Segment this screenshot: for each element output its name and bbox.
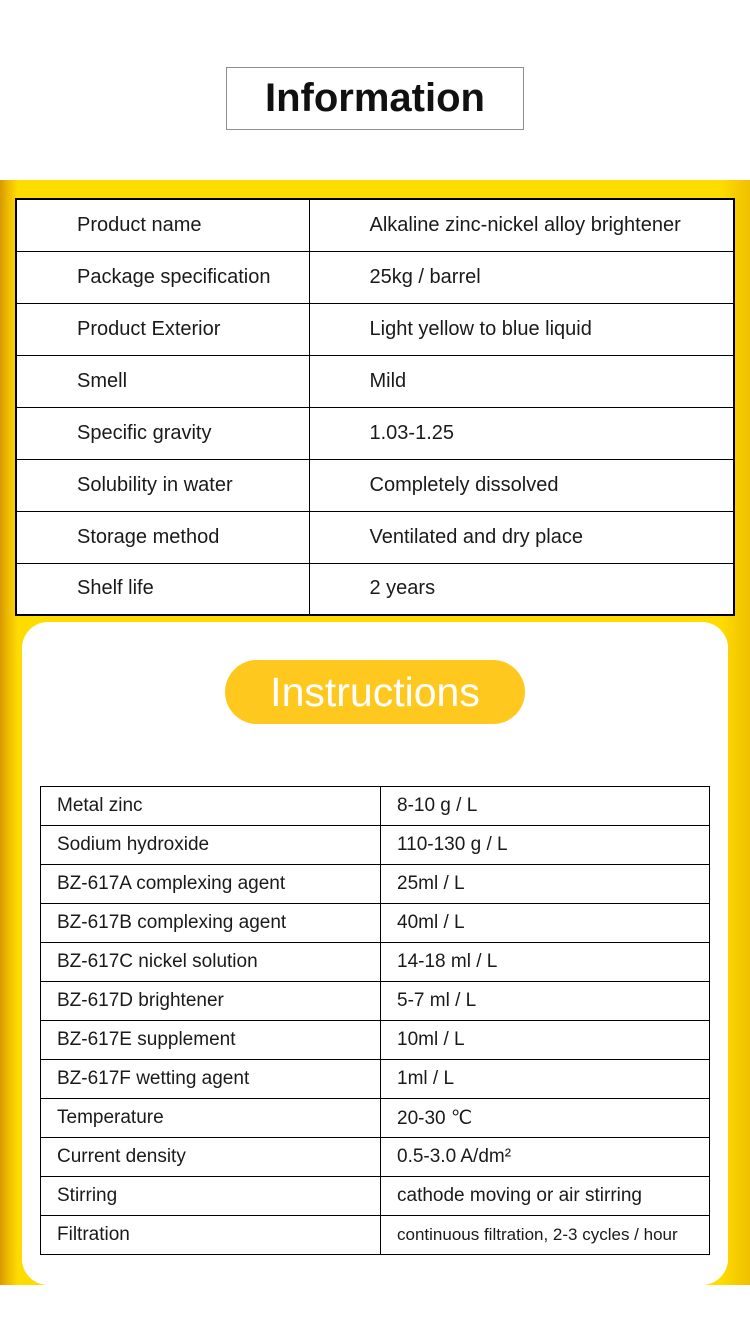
instruction-label-cell: BZ-617F wetting agent bbox=[41, 1060, 381, 1099]
yellow-background-section bbox=[0, 180, 750, 1285]
instruction-value-cell: 8-10 g / L bbox=[381, 787, 710, 826]
instruction-label-cell: Filtration bbox=[41, 1216, 381, 1255]
table-row bbox=[16, 459, 734, 511]
product-label-cell: Product name bbox=[16, 199, 309, 251]
table-row bbox=[16, 407, 734, 459]
instruction-label-cell: BZ-617A complexing agent bbox=[41, 865, 381, 904]
product-value-cell: Ventilated and dry place bbox=[309, 511, 734, 563]
instruction-value-cell: 110-130 g / L bbox=[381, 826, 710, 865]
table-row bbox=[16, 355, 734, 407]
instructions-title: Instructions bbox=[270, 668, 480, 715]
instruction-label-cell: Stirring bbox=[41, 1177, 381, 1216]
instruction-value-cell: 5-7 ml / L bbox=[381, 982, 710, 1021]
instructions-table bbox=[40, 786, 710, 1255]
instruction-label-cell: BZ-617C nickel solution bbox=[41, 943, 381, 982]
instruction-value-cell: 10ml / L bbox=[381, 1021, 710, 1060]
table-row bbox=[41, 1099, 710, 1138]
table-row bbox=[41, 982, 710, 1021]
product-label-cell: Solubility in water bbox=[16, 459, 309, 511]
table-row bbox=[41, 865, 710, 904]
product-value-cell: 1.03-1.25 bbox=[309, 407, 734, 459]
instruction-value-cell: 14-18 ml / L bbox=[381, 943, 710, 982]
product-spec-table bbox=[15, 198, 735, 616]
product-value-cell: Mild bbox=[309, 355, 734, 407]
table-row bbox=[41, 1060, 710, 1099]
instruction-value-cell: cathode moving or air stirring bbox=[381, 1177, 710, 1216]
table-row bbox=[41, 826, 710, 865]
instruction-label-cell: Sodium hydroxide bbox=[41, 826, 381, 865]
product-value-cell: 2 years bbox=[309, 563, 734, 615]
product-label-cell: Storage method bbox=[16, 511, 309, 563]
product-label-cell: Shelf life bbox=[16, 563, 309, 615]
product-label-cell: Smell bbox=[16, 355, 309, 407]
instruction-value-cell: 40ml / L bbox=[381, 904, 710, 943]
instruction-value-cell: continuous filtration, 2-3 cycles / hour bbox=[381, 1216, 710, 1255]
instruction-value-cell: 0.5-3.0 A/dm² bbox=[381, 1138, 710, 1177]
table-row bbox=[41, 1177, 710, 1216]
table-row bbox=[16, 303, 734, 355]
information-title: Information bbox=[265, 76, 485, 120]
table-row bbox=[16, 563, 734, 615]
instruction-label-cell: Metal zinc bbox=[41, 787, 381, 826]
table-row bbox=[41, 1138, 710, 1177]
table-row bbox=[16, 251, 734, 303]
table-row bbox=[16, 199, 734, 251]
instruction-label-cell: Current density bbox=[41, 1138, 381, 1177]
instruction-value-cell: 25ml / L bbox=[381, 865, 710, 904]
instruction-value-cell: 20-30 ℃ bbox=[381, 1099, 710, 1138]
table-row bbox=[16, 511, 734, 563]
table-row bbox=[41, 1021, 710, 1060]
table-row bbox=[41, 787, 710, 826]
table-row bbox=[41, 1216, 710, 1255]
product-value-cell: Completely dissolved bbox=[309, 459, 734, 511]
product-value-cell: Alkaline zinc-nickel alloy brightener bbox=[309, 199, 734, 251]
information-header-box bbox=[226, 67, 524, 130]
instruction-value-cell: 1ml / L bbox=[381, 1060, 710, 1099]
instructions-title-pill bbox=[225, 660, 525, 724]
product-value-cell: Light yellow to blue liquid bbox=[309, 303, 734, 355]
table-row bbox=[41, 943, 710, 982]
product-value-cell: 25kg / barrel bbox=[309, 251, 734, 303]
instruction-label-cell: BZ-617D brightener bbox=[41, 982, 381, 1021]
instruction-label-cell: BZ-617E supplement bbox=[41, 1021, 381, 1060]
product-label-cell: Package specification bbox=[16, 251, 309, 303]
product-label-cell: Specific gravity bbox=[16, 407, 309, 459]
instructions-card bbox=[22, 622, 728, 1285]
product-label-cell: Product Exterior bbox=[16, 303, 309, 355]
instruction-label-cell: BZ-617B complexing agent bbox=[41, 904, 381, 943]
instruction-label-cell: Temperature bbox=[41, 1099, 381, 1138]
table-row bbox=[41, 904, 710, 943]
